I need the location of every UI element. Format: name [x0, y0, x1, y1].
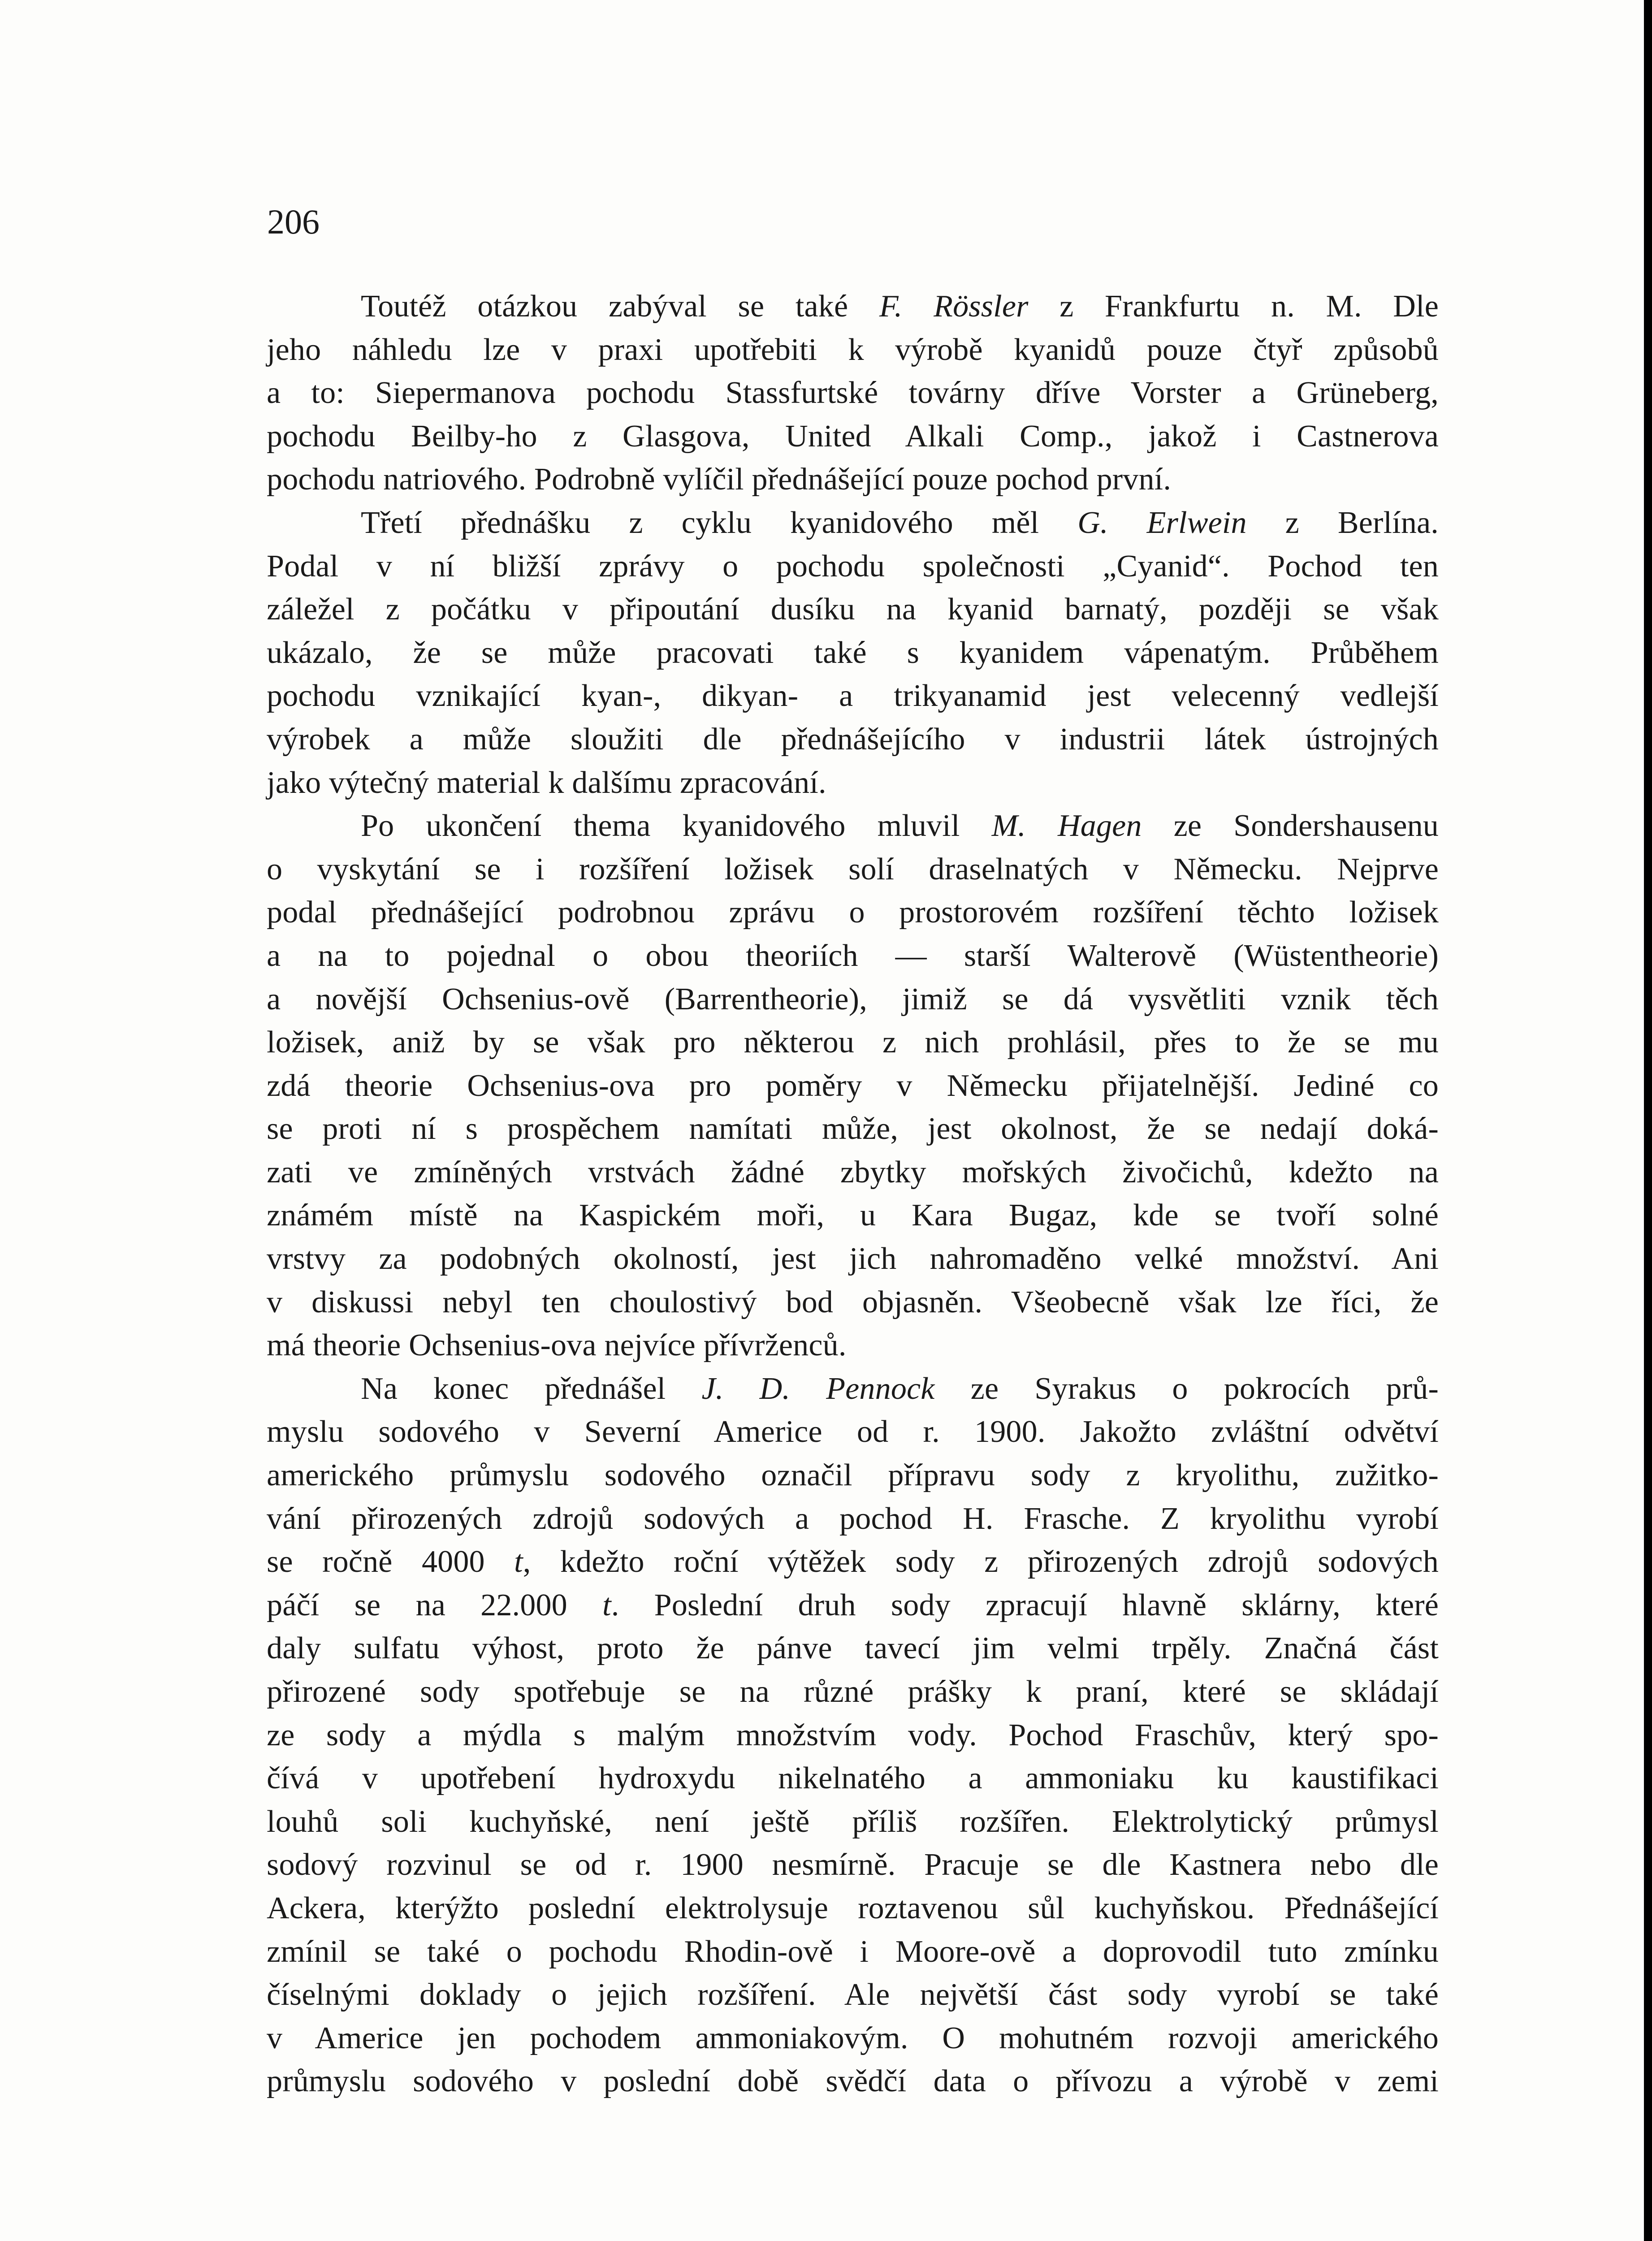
text-line: v Americe jen pochodem ammoniakovým. O mohutném rozvoji amerického [267, 2020, 1439, 2055]
text-line [267, 1540, 1439, 1584]
text-line: myslu sodového v Severní Americe od r. 1900. Jakožto zvláštní odvětví [267, 1415, 1439, 1449]
person-name: J. D. Pennock [701, 1371, 935, 1406]
text-segment: páčí se na 22.000 [267, 1588, 603, 1622]
text-line: ložisek, aniž by se však pro některou z nich prohlásil, přes to že se mu [267, 1025, 1439, 1060]
text-segment: ze Syrakus o pokrocích prů- [934, 1371, 1439, 1406]
person-name: t [514, 1544, 523, 1579]
text-line: jeho náhledu lze v praxi upotřebiti k výrobě kyanidů pouze čtyř způsobů [267, 332, 1439, 367]
text-line [267, 285, 1439, 329]
page-number: 206 [267, 202, 320, 241]
person-name: t [602, 1588, 611, 1622]
text-line: jako výtečný material k dalšímu zpracování. [267, 765, 826, 800]
text-segment: ze Sondershausenu [1142, 809, 1439, 844]
text-line: louhů soli kuchyňské, není ještě příliš rozšířen. Elektrolytický průmysl [267, 1804, 1439, 1839]
text-line: zdá theorie Ochsenius-ova pro poměry v Německu přijatelnější. Jediné co [267, 1068, 1439, 1103]
text-segment: Toutéž otázkou zabýval se také [361, 289, 879, 324]
text-line: se proti ní s prospěchem namítati může, jest okolnost, že se nedají doká- [267, 1112, 1439, 1146]
text-line: číselnými doklady o jejich rozšíření. Ale největší část sody vyrobí se také [267, 1977, 1439, 2012]
text-line: pochodu vznikající kyan-, dikyan- a trikyanamid jest velecenný vedlejší [267, 679, 1439, 714]
text-line [267, 1367, 1439, 1411]
text-line: známém místě na Kaspickém moři, u Kara Bugaz, kde se tvoří solné [267, 1198, 1439, 1233]
text-line: sodový rozvinul se od r. 1900 nesmírně. Pracuje se dle Kastnera nebo dle [267, 1847, 1439, 1882]
text-line: ze sody a mýdla s malým množstvím vody. Pochod Fraschův, který spo- [267, 1718, 1439, 1752]
text-line: zmínil se také o pochodu Rhodin-ově i Moore-ově a doprovodil tuto zmínku [267, 1934, 1439, 1969]
text-line: výrobek a může sloužiti dle přednášejícího v industrii látek ústrojných [267, 722, 1439, 757]
text-line: Podal v ní bližší zprávy o pochodu společnosti „Cyanid“. Pochod ten [267, 549, 1439, 584]
text-line: ukázalo, že se může pracovati také s kyanidem vápenatým. Průběhem [267, 635, 1439, 670]
text-line: čívá v upotřebení hydroxydu nikelnatého a ammoniaku ku kaustifikaci [267, 1761, 1439, 1796]
text-line: vrstvy za podobných okolností, jest jich nahromaděno velké množství. Ani [267, 1242, 1439, 1276]
text-line: pochodu natriového. Podrobně vylíčil přednášející pouze pochod první. [267, 462, 1172, 497]
text-line: přirozené sody spotřebuje se na různé prášky k praní, které se skládají [267, 1674, 1439, 1709]
body-text [267, 285, 1439, 2103]
text-line: amerického průmyslu sodového označil přípravu sody z kryolithu, zužitko- [267, 1458, 1439, 1493]
person-name: M. Hagen [991, 809, 1142, 844]
text-line: vání přirozených zdrojů sodových a pochod H. Frasche. Z kryolithu vyrobí [267, 1501, 1439, 1536]
text-segment: z Frankfurtu n. M. Dle [1028, 289, 1439, 324]
text-segment: . Poslední druh sody zpracují hlavně sklárny, které [611, 1588, 1439, 1622]
text-line: daly sulfatu výhost, proto že pánve tavecí jim velmi trpěly. Značná část [267, 1631, 1439, 1666]
text-line [267, 805, 1439, 848]
text-line: a to: Siepermanova pochodu Stassfurtské továrny dříve Vorster a Grüneberg, [267, 376, 1439, 411]
text-line: podal přednášející podrobnou zprávu o prostorovém rozšíření těchto ložisek [267, 895, 1439, 930]
text-line [267, 1584, 1439, 1627]
text-line: zati ve zmíněných vrstvách žádné zbytky mořských živočichů, kdežto na [267, 1155, 1439, 1190]
text-segment: z Berlína. [1246, 505, 1439, 540]
text-segment: Třetí přednášku z cyklu kyanidového měl [361, 505, 1078, 540]
text-line: průmyslu sodového v poslední době svědčí data o přívozu a výrobě v zemi [267, 2064, 1439, 2099]
text-line: a na to pojednal o obou theoriích — starší Walterově (Wüstentheorie) [267, 938, 1439, 973]
text-line: a novější Ochsenius-ově (Barrentheorie), jimiž se dá vysvětliti vznik těch [267, 982, 1439, 1017]
text-line: má theorie Ochsenius-ova nejvíce přívrženců. [267, 1328, 847, 1363]
text-line [267, 502, 1439, 545]
text-line: o vyskytání se i rozšíření ložisek solí draselnatých v Německu. Nejprve [267, 852, 1439, 887]
text-segment: , kdežto roční výtěžek sody z přirozených zdrojů sodových [523, 1544, 1439, 1579]
text-segment: se ročně 4000 [267, 1544, 515, 1579]
person-name: G. Erlwein [1077, 505, 1247, 540]
text-line: Ackera, kterýžto poslední elektrolysuje roztavenou sůl kuchyňskou. Přednášející [267, 1891, 1439, 1925]
text-segment: Po ukončení thema kyanidového mluvil [361, 809, 992, 844]
person-name: F. Rössler [879, 289, 1029, 324]
text-line: záležel z počátku v připoutání dusíku na kyanid barnatý, později se však [267, 592, 1439, 627]
text-line: v diskussi nebyl ten choulostivý bod objasněn. Všeobecně však lze říci, že [267, 1285, 1439, 1320]
text-line: pochodu Beilby-ho z Glasgova, United Alkali Comp., jakož i Castnerova [267, 419, 1439, 454]
text-segment: Na konec přednášel [361, 1371, 702, 1406]
